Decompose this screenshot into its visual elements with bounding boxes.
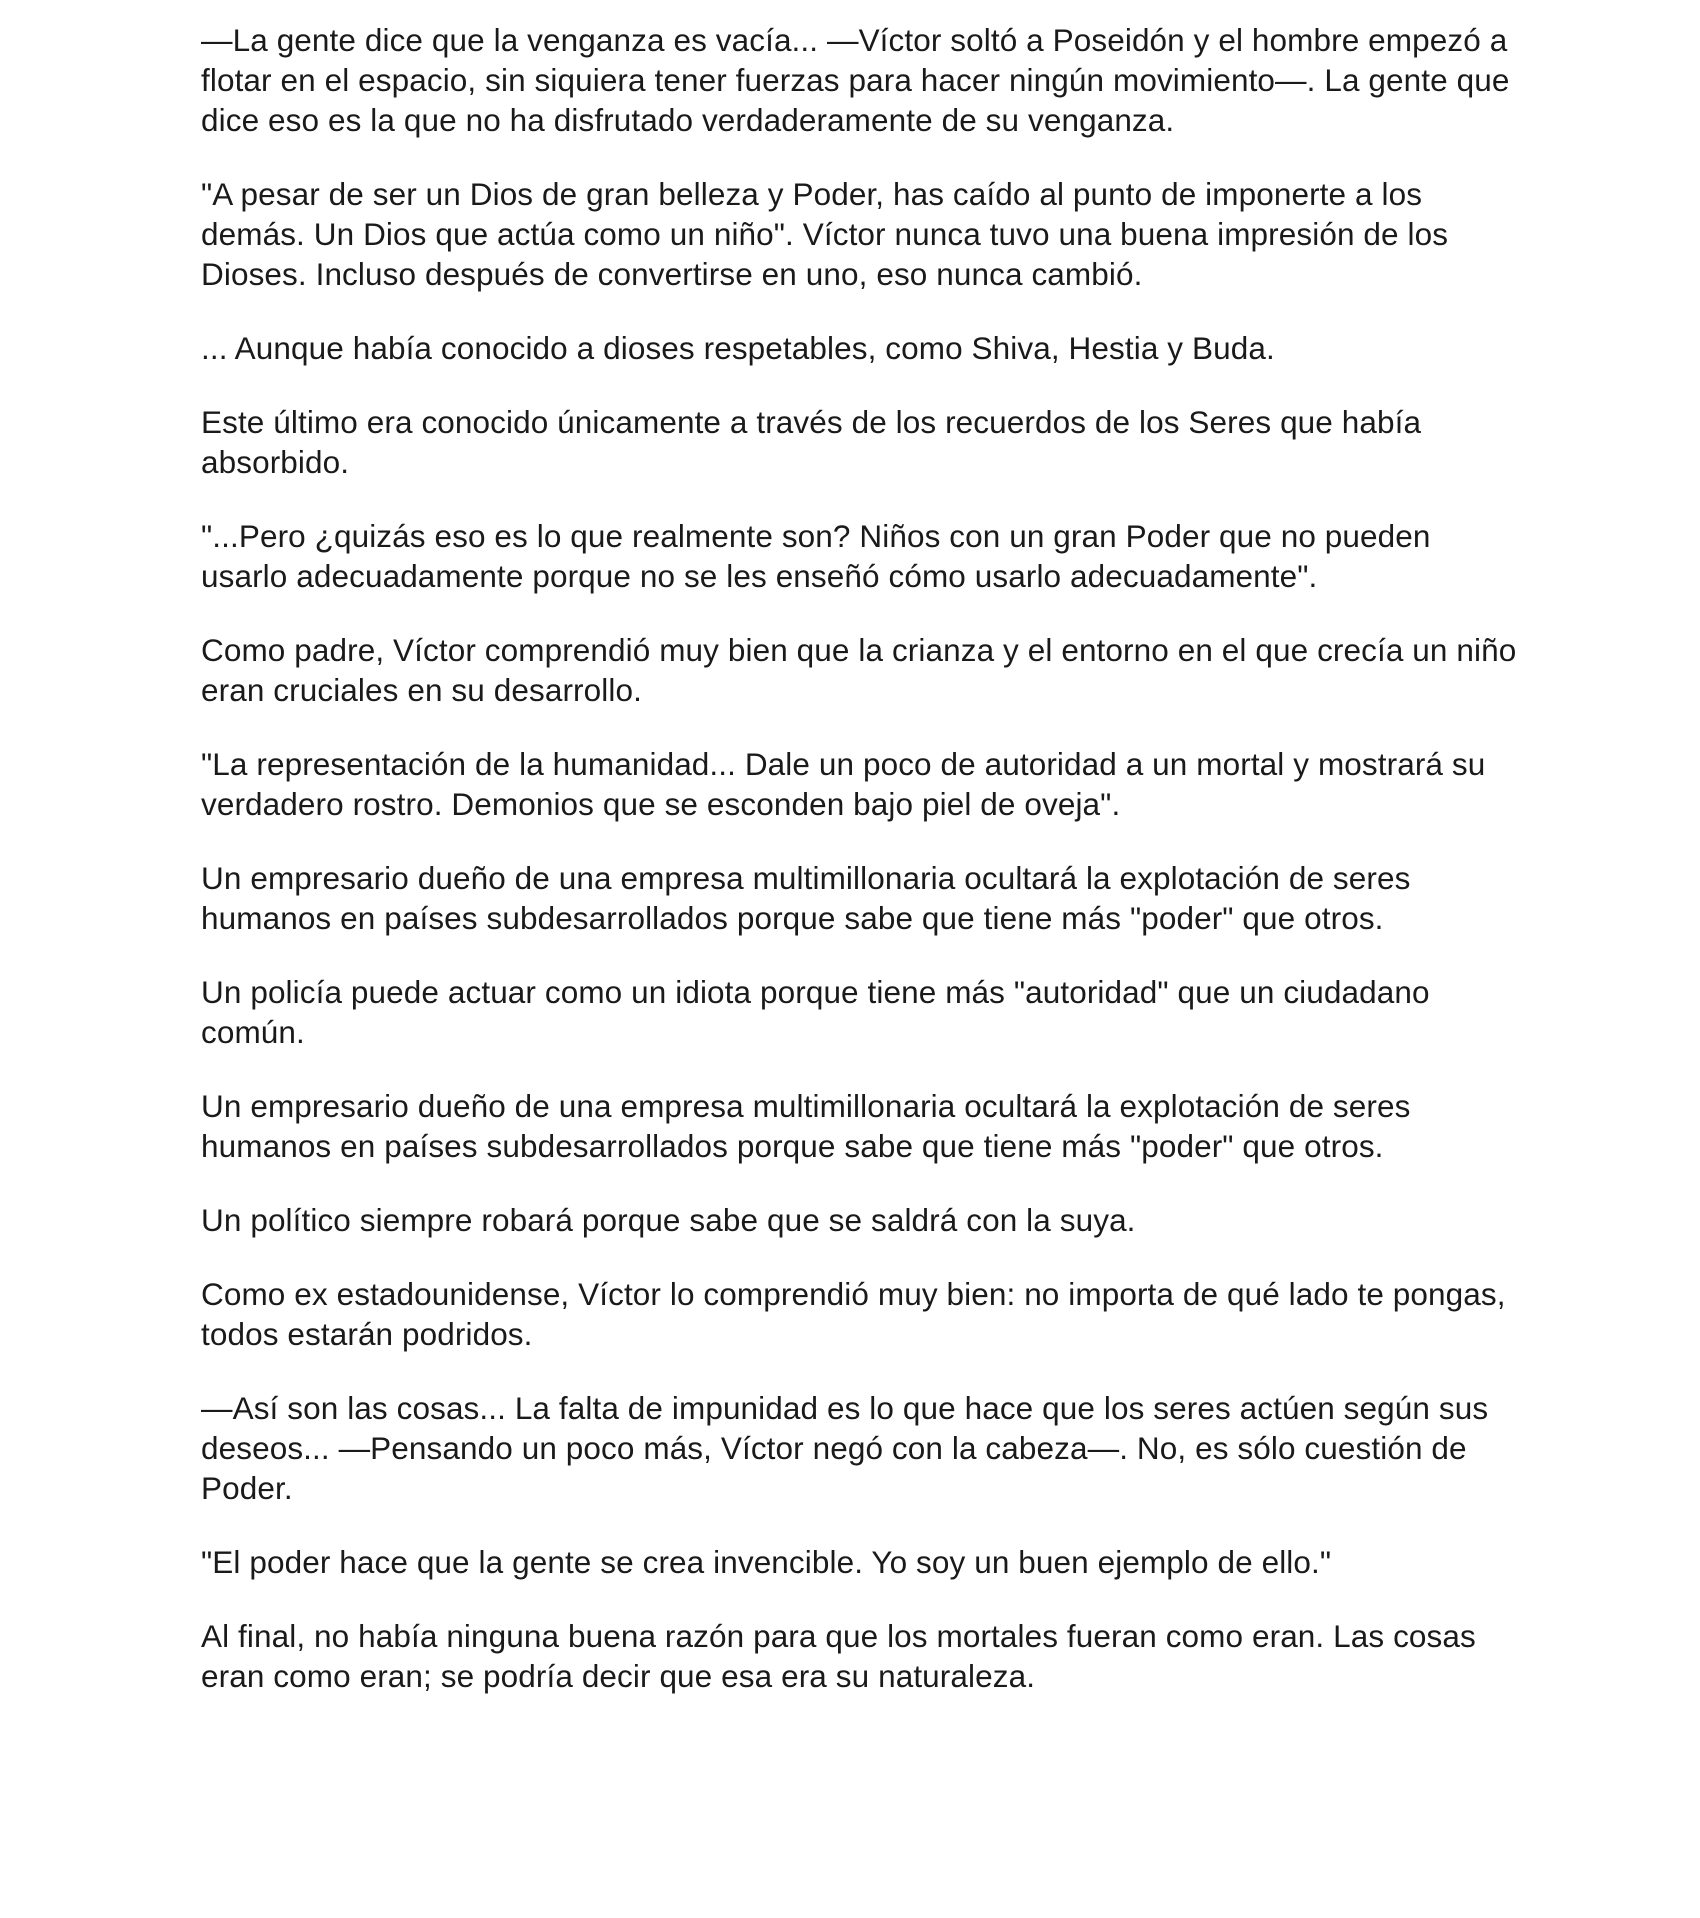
paragraph-5: "...Pero ¿quizás eso es lo que realmente son? Niños con un gran Poder que no pueden usarlo adecuadamente porque no se les enseñó cómo usarlo adecuadamente". bbox=[201, 518, 1431, 594]
paragraph-1: —La gente dice que la venganza es vacía... —Víctor soltó a Poseidón y el hombre empezó a flotar en el espacio, sin siquiera tener fuerzas para hacer ningún movimiento—. La gente que dice eso es la que no ha disfrutado verdaderamente de su venganza. bbox=[201, 22, 1510, 138]
paragraph-11: Un político siempre robará porque sabe que se saldrá con la suya. bbox=[201, 1202, 1136, 1238]
paragraph-6: Como padre, Víctor comprendió muy bien que la crianza y el entorno en el que crecía un niño eran cruciales en su desarrollo. bbox=[201, 632, 1517, 708]
paragraph-9: Un policía puede actuar como un idiota porque tiene más "autoridad" que un ciudadano común. bbox=[201, 974, 1430, 1050]
text-column bbox=[201, 20, 1521, 1730]
paragraph-13: —Así son las cosas... La falta de impunidad es lo que hace que los seres actúen según sus deseos... —Pensando un poco más, Víctor negó con la cabeza—. No, es sólo cuestión de Poder. bbox=[201, 1390, 1489, 1506]
paragraph-12: Como ex estadounidense, Víctor lo comprendió muy bien: no importa de qué lado te pongas, todos estarán podridos. bbox=[201, 1276, 1506, 1352]
paragraph-15: Al final, no había ninguna buena razón para que los mortales fueran como eran. Las cosas eran como eran; se podría decir que esa era su naturaleza. bbox=[201, 1618, 1476, 1694]
paragraph-2: "A pesar de ser un Dios de gran belleza y Poder, has caído al punto de imponerte a los demás. Un Dios que actúa como un niño". Víctor nunca tuvo una buena impresión de los Dioses. Incluso después de convertirse en uno, eso nunca cambió. bbox=[201, 176, 1449, 292]
paragraph-3: ... Aunque había conocido a dioses respetables, como Shiva, Hestia y Buda. bbox=[201, 330, 1275, 366]
paragraph-7: "La representación de la humanidad... Dale un poco de autoridad a un mortal y mostrará su verdadero rostro. Demonios que se esconden bajo piel de oveja". bbox=[201, 746, 1486, 822]
paragraph-4: Este último era conocido únicamente a través de los recuerdos de los Seres que había absorbido. bbox=[201, 404, 1422, 480]
paragraph-14: "El poder hace que la gente se crea invencible. Yo soy un buen ejemplo de ello." bbox=[201, 1544, 1332, 1580]
paragraph-8: Un empresario dueño de una empresa multimillonaria ocultará la explotación de seres humanos en países subdesarrollados porque sabe que tiene más "poder" que otros. bbox=[201, 860, 1411, 936]
paragraph-10: Un empresario dueño de una empresa multimillonaria ocultará la explotación de seres humanos en países subdesarrollados porque sabe que tiene más "poder" que otros. bbox=[201, 1088, 1411, 1164]
